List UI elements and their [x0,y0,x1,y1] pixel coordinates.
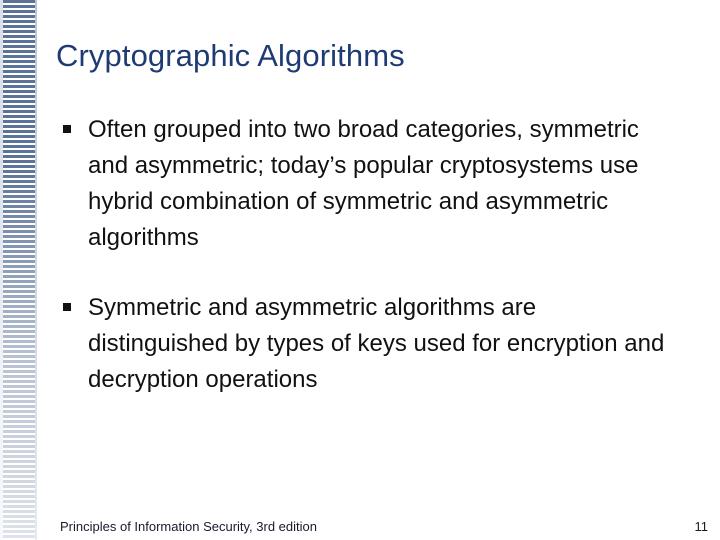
decorative-stripe-bar [0,0,37,540]
footer-text: Principles of Information Security, 3rd edition [60,519,317,534]
page-number: 11 [694,519,708,534]
slide-title: Cryptographic Algorithms [56,38,405,73]
square-bullet-icon [63,125,71,133]
bullet-item [60,112,680,256]
bullet-text: Often grouped into two broad categories, symmetric and asymmetric; today’s popular cryptosystems use hybrid combination of symmetric and asymmetric algorithms [88,116,639,251]
bullet-text: Symmetric and asymmetric algorithms are distinguished by types of keys used for encryption and decryption operations [88,294,665,393]
bullet-list [60,112,680,432]
square-bullet-icon [63,303,71,311]
bullet-item [60,290,680,398]
stripe-edge [35,0,37,540]
